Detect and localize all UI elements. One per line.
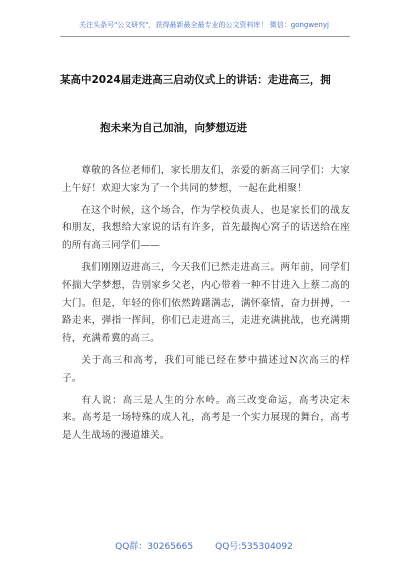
paragraph-entering-senior-year: 我们刚刚迈进高三，今天我们已然走进高三。两年前，同学们怀揣大学梦想，告别家乡父老，内心带着一种不甘进入上蔡二高的大门。但是，年轻的你们依然踌躇满志，满怀豪情，奋力拼搏，一路走来，弹指一挥间，你们已走进高三，走进充满挑战，也充满期待，充满希冀的高三。: [62, 261, 350, 345]
header-promo-note: 关注头条号"公文研究"，获得最新最全最专业的公文资料库！ 微信：gongwenyj: [79, 21, 329, 29]
footer-qq-group: QQ群：30265665: [115, 542, 194, 552]
paragraph-greeting: 尊敬的各位老师们，家长朋友们，亲爱的新高三同学们：大家上午好！欢迎大家为了一个共同的梦想，一起在此相聚！: [62, 165, 350, 194]
footer-qq-number: QQ号:535304092: [215, 542, 293, 552]
paragraph-dreams: 关于高三和高考，我们可能已经在梦中描述过N次高三的样子。: [62, 354, 350, 384]
footer-contact: [0, 539, 408, 552]
document-title-line-1: 某高中2024届走进高三启动仪式上的讲话：走进高三，拥: [60, 74, 331, 86]
paragraph-exam-meaning: 有人说：高三是人生的分水岭。高三改变命运，高考决定未来。高考是一场特殊的成人礼，高考是一个实力展现的舞台，高考是人生战场的漫道雄关。: [62, 394, 350, 442]
header-divider: [60, 36, 350, 37]
document-title-line-2: 抱未来为自己加油，向梦想迈进: [100, 122, 247, 134]
document-body: [62, 162, 350, 445]
paragraph-intro: 在这个时候，这个场合，作为学校负责人，也是家长们的战友和朋友，我想给大家说的话有许多，首先最掏心窝子的话送给在座的所有高三同学们——: [62, 204, 350, 252]
